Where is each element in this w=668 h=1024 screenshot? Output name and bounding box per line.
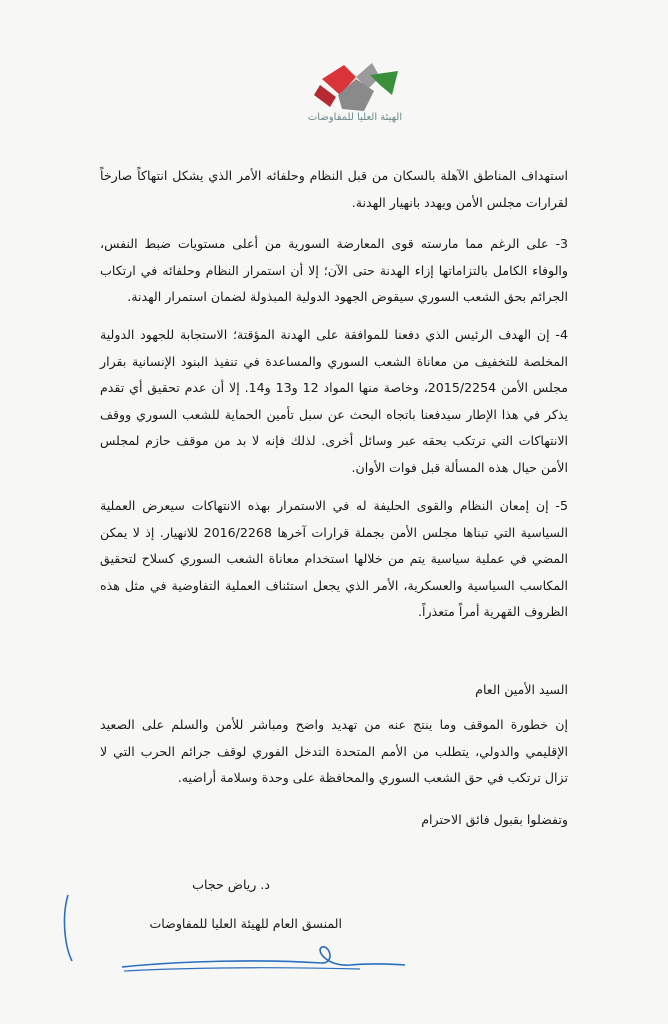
paragraph-5: 5- إن إمعان النظام والقوى الحليفة له في الاستمرار بهذه الانتهاكات سيعرض العملية السياسية التي تبناها مجلس الأمن بجملة قرارات آخرها 2016/2268 للانهيار. إذ لا يمكن المضي في عملية سياسية يتم من خلالها استخدام معاناة الشعب السوري كسلاح لتحقيق المكاسب السياسية والعسكرية، الأمر الذي يجعل استئناف العملية التفاوضية في مثل هذه الظروف القهرية أمراً متعذراً.: [100, 498, 568, 619]
paragraph-intro: استهداف المناطق الآهلة بالسكان من قبل النظام وحلفائه الأمر الذي يشكل انتهاكاً صارخاً لقرارات مجلس الأمن ويهدد بانهيار الهدنة.: [100, 168, 568, 210]
paragraph-3: 3- على الرغم مما مارسته قوى المعارضة السورية من أعلى مستويات ضبط النفس، والوفاء الكامل بالتزاماتها إزاء الهدنة حتى الآن؛ إلا أن استمرار النظام وحلفائه في ارتكاب الجرائم بحق الشعب السوري سيقوض الجهود الدولية المبذولة لضمان استمرار الهدنة.: [100, 236, 568, 304]
hnc-logo-icon: [300, 55, 410, 140]
signatory-name: د. رياض حجاب: [192, 877, 270, 892]
regards-line: وتفضلوا بقبول فائق الاحترام: [421, 812, 568, 827]
paragraph-4: 4- إن الهدف الرئيس الذي دفعنا للموافقة على الهدنة المؤقتة؛ الاستجابة للجهود الدولية المخلصة للتخفيف من معاناة الشعب السوري والمساعدة في تنفيذ البنود الإنسانية بقرار مجلس الأمن 2015/2254، وخاصة منها المواد 12 و13 و14. إلا أن عدم تحقيق أي تقدم يذكر في هذا الإطار سيدفعنا باتجاه البحث عن سبل تأمين الحماية للشعب السوري ووقف الانتهاكات التي ترتكب بحقه عبر وسائل أخرى. لذلك فإنه لا بد من موقف حازم لمجلس الأمن حيال هذه المسألة قبل فوات الأوان.: [100, 327, 568, 475]
salutation: السيد الأمين العام: [475, 682, 568, 697]
signature-icon: [60, 875, 420, 985]
signatory-title: المنسق العام للهيئة العليا للمفاوضات: [149, 916, 342, 931]
closing-paragraph: إن خطورة الموقف وما ينتج عنه من تهديد واضح ومباشر للأمن والسلم على الصعيد الإقليمي والدولي، يتطلب من الأمم المتحدة التدخل الفوري لوقف جرائم الحرب التي لا تزال ترتكب في حق الشعب السوري والمحافظة على وحدة وسلامة أراضيه.: [100, 717, 568, 785]
logo-caption: الهيئة العليا للمفاوضات: [307, 112, 403, 123]
